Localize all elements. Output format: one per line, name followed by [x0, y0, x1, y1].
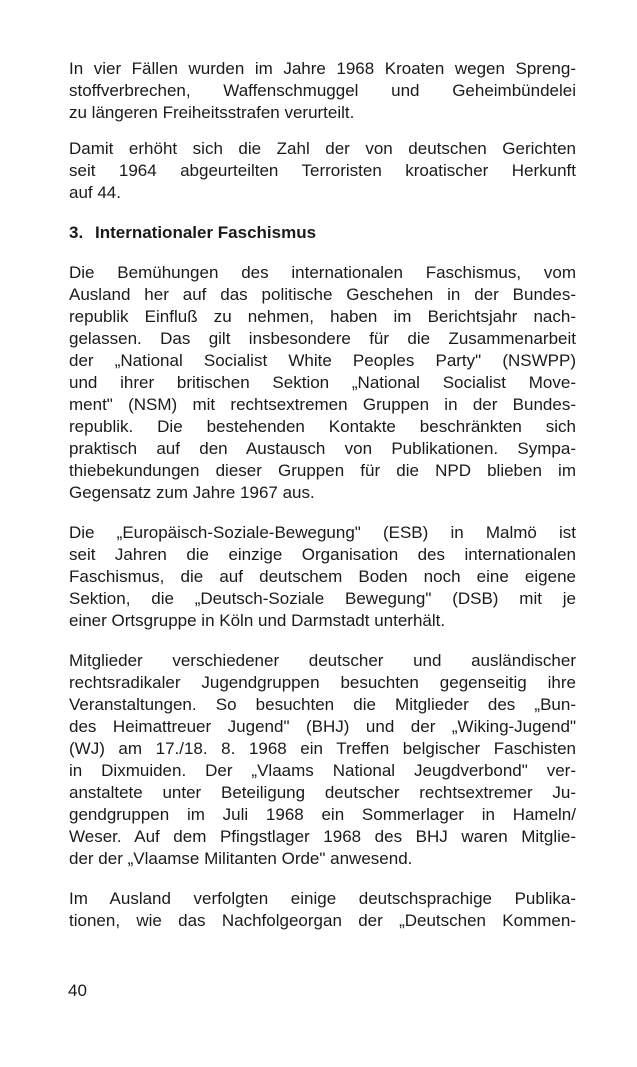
- text-line: Gegensatz zum Jahre 1967 aus.: [69, 483, 315, 502]
- text-line: republik Einfluß zu nehmen, haben im Berichtsjahr nach-: [69, 307, 576, 326]
- text-line: Faschismus, die auf deutschem Boden noch eine eigene: [69, 567, 576, 586]
- text-line: Die Bemühungen des internationalen Faschismus, vom: [69, 263, 576, 282]
- text-line: seit Jahren die einzige Organisation des internationalen: [69, 545, 576, 564]
- text-line: der „National Socialist White Peoples Party" (NSWPP): [69, 351, 576, 370]
- paragraph-international-fascism: [69, 262, 576, 504]
- paragraph-terrorist-count: [69, 138, 576, 204]
- text-line: Die „Europäisch-Soziale-Bewegung" (ESB) in Malmö ist: [69, 523, 576, 542]
- text-line: in Dixmuiden. Der „Vlaams National Jeugdverbond" ver-: [69, 761, 576, 780]
- text-line: und ihrer britischen Sektion „National Socialist Move-: [69, 373, 576, 392]
- paragraph-croatian-convictions: [69, 58, 576, 124]
- text-line: des Heimattreuer Jugend" (BHJ) und der „Wiking-Jugend": [69, 717, 576, 736]
- text-line: seit 1964 abgeurteilten Terroristen kroatischer Herkunft: [69, 161, 576, 180]
- section-heading: [69, 222, 576, 244]
- text-line: praktisch auf den Austausch von Publikationen. Sympa-: [69, 439, 576, 458]
- paragraph-youth-groups: [69, 650, 576, 870]
- text-line: Weser. Auf dem Pfingstlager 1968 des BHJ waren Mitglie-: [69, 827, 576, 846]
- text-line: thiebekundungen dieser Gruppen für die NPD blieben im: [69, 461, 576, 480]
- text-line: rechtsradikaler Jugendgruppen besuchten gegenseitig ihre: [69, 673, 576, 692]
- text-line: stoffverbrechen, Waffenschmuggel und Geheimbündelei: [69, 81, 576, 100]
- text-line: gelassen. Das gilt insbesondere für die Zusammenarbeit: [69, 329, 576, 348]
- text-line: In vier Fällen wurden im Jahre 1968 Kroaten wegen Spreng-: [69, 59, 576, 78]
- page-number: 40: [68, 981, 87, 1000]
- text-line: Ausland her auf das politische Geschehen in der Bundes-: [69, 285, 576, 304]
- text-line: Sektion, die „Deutsch-Soziale Bewegung" (DSB) mit je: [69, 589, 576, 608]
- text-line: Veranstaltungen. So besuchten die Mitglieder des „Bun-: [69, 695, 576, 714]
- text-line: der der „Vlaamse Militanten Orde" anwesend.: [69, 849, 413, 868]
- text-line: einer Ortsgruppe in Köln und Darmstadt unterhält.: [69, 611, 446, 630]
- text-line: (WJ) am 17./18. 8. 1968 ein Treffen belgischer Faschisten: [69, 739, 576, 758]
- text-line: republik. Die bestehenden Kontakte beschränkten sich: [69, 417, 576, 436]
- text-line: auf 44.: [69, 183, 121, 202]
- paragraph-esb-malmo: [69, 522, 576, 632]
- text-line: gendgruppen im Juli 1968 ein Sommerlager in Hameln/: [69, 805, 576, 824]
- text-line: ment" (NSM) mit rechtsextremen Gruppen in der Bundes-: [69, 395, 576, 414]
- text-line: Damit erhöht sich die Zahl der von deutschen Gerichten: [69, 139, 576, 158]
- text-line: anstaltete unter Beteiligung deutscher rechtsextremer Ju-: [69, 783, 576, 802]
- paragraph-foreign-publications: [69, 888, 576, 932]
- page-body: [69, 58, 576, 932]
- text-line: Im Ausland verfolgten einige deutschsprachige Publika-: [69, 889, 576, 908]
- text-line: tionen, wie das Nachfolgeorgan der „Deutschen Kommen-: [69, 911, 576, 930]
- text-line: zu längeren Freiheitsstrafen verurteilt.: [69, 103, 355, 122]
- section-number: 3.: [69, 223, 84, 242]
- section-title: Internationaler Faschismus: [95, 223, 317, 242]
- text-line: Mitglieder verschiedener deutscher und ausländischer: [69, 651, 576, 670]
